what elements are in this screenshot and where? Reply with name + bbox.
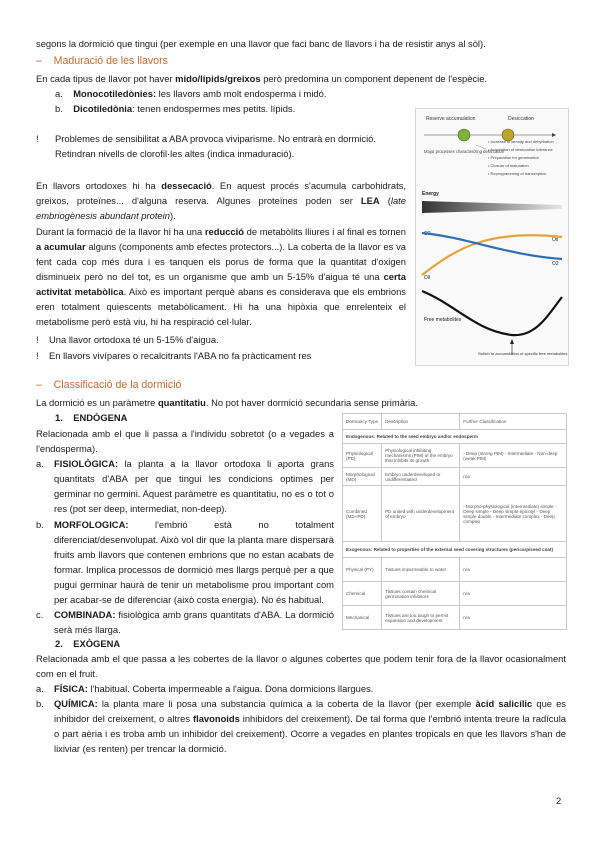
table-cell: n/a <box>460 558 567 582</box>
table-cell: Embryo underdeveloped or undifferentiated <box>382 468 460 486</box>
bullet-3: • Preparation for germination <box>488 155 539 160</box>
label-switch: Switch to accumulation of specific free metabolites <box>478 351 568 356</box>
section-heading-maduracio: – Maduració de les llavors <box>36 55 168 67</box>
table-group-row <box>343 542 567 558</box>
table-cell: Combined (MD+PD) <box>343 486 382 542</box>
bullet-4: • Closure of maturation <box>488 163 529 168</box>
label-desiccation: Desiccation <box>508 116 534 122</box>
table-cell: - Deep (strong PIM) - Intermediate - Non-deep (weak PIM) <box>460 444 567 468</box>
heading-text: Maduració de les llavors <box>53 55 168 67</box>
page-number: 2 <box>556 795 562 806</box>
table-row <box>343 558 567 582</box>
label-free-metabolites: Free metabolites <box>424 317 462 323</box>
paragraph-exogena: Relacionada amb el que passa a les cobertes de la llavor o algunes cobertes que podem tenir fora de la llavor ocasionalment com en el fruit. <box>36 653 566 679</box>
label-oil-right: Oil <box>552 237 559 243</box>
list-item-fisica: a. FÍSICA: l'habitual. Coberta impermeable a l'aigua. Dona dormicions llargues. <box>36 683 374 694</box>
table-header: Further Classification <box>460 414 567 430</box>
list-item-fisiologica: a. FISIOLÒGICA: la planta a la llavor ortodoxa li aporta grans quantitats d'ABA per que tingui les condicions optimes per germinar no germini. Aquest paràmetre es quantitatiu, no es o tot o res (pot ser deep, intermediat, non-deep). <box>36 458 334 514</box>
dormancy-table <box>342 413 567 630</box>
table-cell: Chemical <box>343 582 382 606</box>
list-item-combinada: c. COMBINADA: fisiològica amb grans quantitats d'ABA. La dormició serà més llarga. <box>36 609 334 635</box>
list-item-dico: b. Dicotiledònia: tenen endospermes mes petits. lípids. <box>55 103 296 114</box>
table-row <box>343 606 567 630</box>
seed-green-icon <box>458 129 470 141</box>
table-cell: Morphological (MD) <box>343 468 382 486</box>
section-heading-classificacio: – Classificació de la dormició <box>36 379 182 391</box>
label-energy: Energy <box>422 191 439 197</box>
subheading-exogena: 2. EXÒGENA <box>55 638 121 649</box>
table-row <box>343 486 567 542</box>
table-group-label: Endogenous: Related to the seed embryo and/or endosperm <box>343 430 567 444</box>
table-cell: Tissues impermeable to water <box>382 558 460 582</box>
paragraph-endogena: Relacionada amb el que li passa a l'individu sobretot (o a vegades a l'endosperma). <box>36 428 334 454</box>
paragraph-reserves: En cada tipus de llavor pot haver mido/lípids/greixos però predomina un component depenent de l'espècie. <box>36 73 488 84</box>
subheading-endogena: 1. ENDÒGENA <box>55 412 128 423</box>
table-cell: Physiological (PD) <box>343 444 382 468</box>
table-group-row <box>343 430 567 444</box>
table-row <box>343 468 567 486</box>
bullet-5: • Reprogramming of transcription <box>488 171 547 176</box>
table-cell: n/a <box>460 606 567 630</box>
heading-text: Classificació de la dormició <box>53 379 182 391</box>
paragraph-dessecacio: En llavors ortodoxes hi ha dessecació. En aquest procés s'acumula carbohidrats, greixos, proteïnes... d'alguna reserva. Algunes proteïnes poden ser LEA (late embriogènesis abundant protein). <box>36 180 406 221</box>
paragraph-formacio: Durant la formació de la llavor hi ha una reducció de metabòlits lliures i al final es tornen a acumular alguns (components amb efectes protectors...). La coberta de la llavor es va fent cada cop més dura i es tanquen els porus de forma que la quantitat d'oxigen disminueix però no del tot, es un organisme que amb un 5-15% d'aigua té una certa activitat metabòlica. Això es important perquè abans es considerava que els embrions eren totalment quiescents metabòlicament. Hi ha una hipòxia que enrelenteix el metabolisme però està viu, hi ha respiració cel·lular. <box>36 226 406 327</box>
label-reserve-accumulation: Reserve accumulation <box>426 116 476 122</box>
paragraph-quantitatiu: La dormició es un paràmetre quantitatiu. No pot haver dormició secundaria sense primària. <box>36 397 418 408</box>
table-cell: Physical (PY) <box>343 558 382 582</box>
energy-bar <box>422 201 562 213</box>
table-cell: Tissues contain chemical germination inhibitors <box>382 582 460 606</box>
label-oil-left: Oil <box>424 275 431 281</box>
desiccation-figure <box>415 108 569 366</box>
note-orthodox-water: ! Una llavor ortodoxa té un 5-15% d'aigua. <box>36 334 219 345</box>
dormancy-table-figure <box>342 413 567 640</box>
table-header: Description <box>382 414 460 430</box>
label-o2: O2 <box>424 231 431 237</box>
table-cell: Tissues are too tough to permit expansion and development <box>382 606 460 630</box>
label-major-processes: Major processes characterizing desiccation <box>424 149 505 154</box>
o2-curve <box>422 233 562 259</box>
table-cell: - Morpho-physiological (intermediate) simple - Deep simple - Deep simple epicotyl - Deep simple double - Intermediate complex - Deep complex <box>460 486 567 542</box>
free-metabolites-curve <box>422 291 562 335</box>
table-cell: n/a <box>460 582 567 606</box>
list-item-quimica: b. QUÍMICA: la planta mare li posa una substancia química a la coberta de la llavor (per exemple àcid salicílic que es inhibidor del creixement, o altres flavonoids inhibidors del creixement). De tal forma que l'embrió intenta treure la radícula o part aèria i es troba amb un inhibidor del creixement). Ocorre a vegades en plantes tropicals en que les llavors s'han de lixiviar (es renten) per trencar la dormició. <box>36 698 566 754</box>
table-cell: Mechanical <box>343 606 382 630</box>
table-cell: Physiological inhibiting mechanisms (PIM) of the embryo that inhibits its growth <box>382 444 460 468</box>
label-o2-right: O2 <box>552 261 559 267</box>
table-group-label: Exogenous: Related to properties of the external seed covering structures (pericarp/seed coat) <box>343 542 567 558</box>
list-item-morfologica: b. MORFOLOGICA: l'embrió està no totalment diferenciat/desenvolupat. Això vol dir que la planta mare dispersarà fruits amb llavors que contenen embrions que no estan acabats de formar. Implica processos de dormició mes llargs perquè per a que pugui germinar haurà de tenir un metabolisme prou important com per acabar-se de diferenciar (això costa energia). No és habitual. <box>36 519 334 605</box>
list-item-mono: a. Monocotiledònies: les llavors amb molt endosperma i midó. <box>55 88 327 99</box>
desiccation-diagram <box>416 109 568 365</box>
table-row <box>343 444 567 468</box>
note-viviparous: ! En llavors vivípares o recalcitrants l'ABA no fa pràcticament res <box>36 350 312 361</box>
oil-curve <box>422 235 562 275</box>
bullet-1: • Increase in density and dehydration <box>488 139 554 144</box>
intro-text: segons la dormició que tingui (per exemple en una llavor que faci banc de llavors i ha de resistir anys al sòl). <box>36 38 486 49</box>
table-cell: PD united with underdevelopment of embryo <box>382 486 460 542</box>
table-header: Dormancy Type <box>343 414 382 430</box>
bullet-2: • Acquisition of desiccation tolerance <box>488 147 553 152</box>
note-aba-sensitivity: ! Problemes de sensibilitat a ABA provoca viviparisme. No entrarà en dormició. Retindran nivells de clorofil·les altes (indica inmaduració). <box>36 133 376 159</box>
table-row <box>343 582 567 606</box>
table-cell: n/a <box>460 468 567 486</box>
table-header-row <box>343 414 567 430</box>
